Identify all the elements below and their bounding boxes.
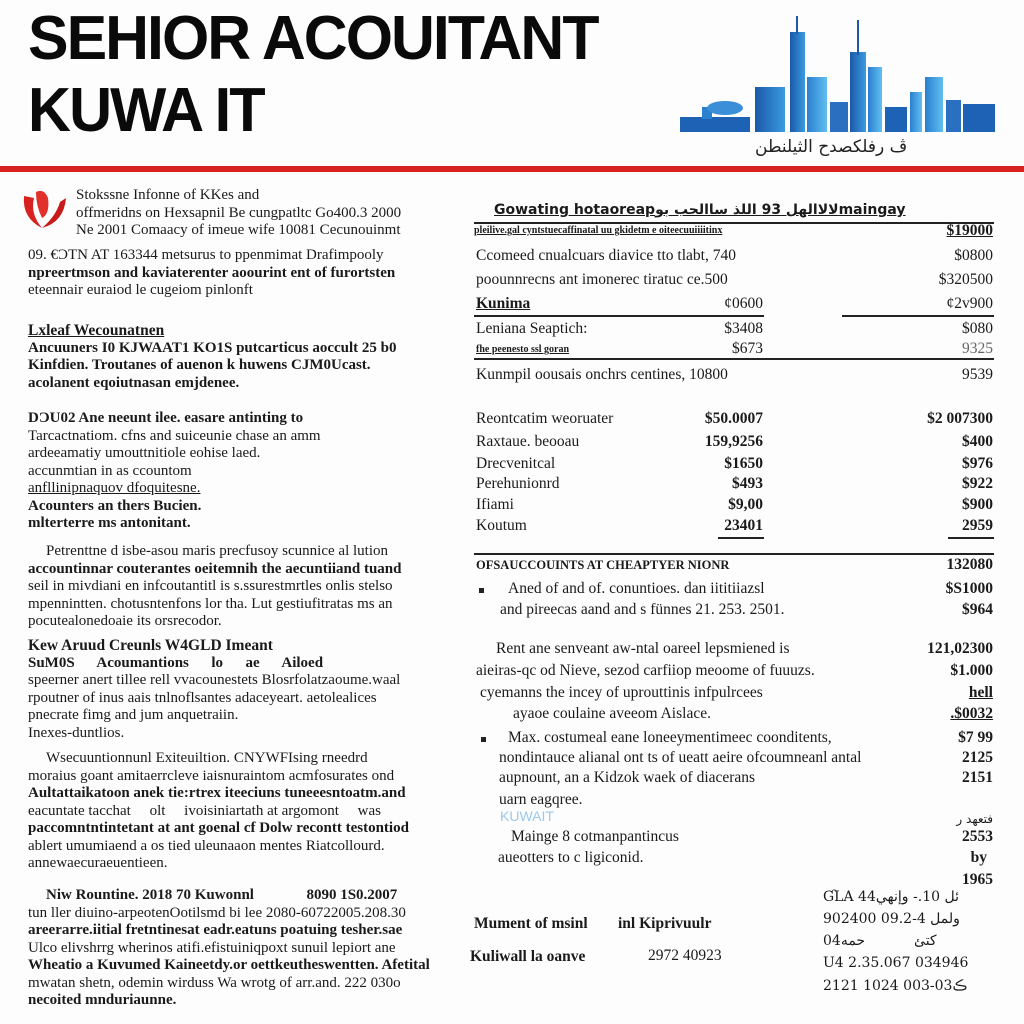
ledger-row-value: $922 xyxy=(962,475,993,492)
ledger-row-label: Reontcatim weoruater xyxy=(476,410,614,427)
paragraph-value: $1.000 xyxy=(950,662,993,679)
ledger-row-value: $976 xyxy=(962,455,993,472)
ledger-row-col1: $9,00 xyxy=(728,496,763,513)
section-line: eacuntate tacchat olt ivoisiniartath at argomont was xyxy=(28,802,381,819)
ledger-row-value: $0800 xyxy=(954,247,993,264)
section-line: seil in mivdiani en infcoutantitl is s.ssurestmrtles onlis stelso xyxy=(28,578,393,594)
bullet-line: nondintauce alianal ont ts of ueatt aeire ofcoumneanl antal xyxy=(499,749,862,766)
arabic-small-text: فتعهد ر xyxy=(956,812,993,826)
ledger-row-col1: $3408 xyxy=(724,320,763,337)
section-line: paccomntntintetant at ant goenal cf Dolw recontt testontiod xyxy=(28,820,409,836)
intro-line: 09. €ƆTN AT 163344 metsurus to ppenmimat Drafimpooly xyxy=(28,247,384,263)
section-heading: OFSAUCCOUINTS AT CHEAPTYER NIONR xyxy=(476,558,730,572)
section-line: Acounters an thers Bucien. xyxy=(28,497,202,514)
section-line: mpennintten. chotusntenfons lor tha. Lut gestiufitratas ms an xyxy=(28,595,393,612)
ledger-row-label: Raxtaue. beooau xyxy=(476,433,580,450)
ledger-row-value: $080 xyxy=(962,320,993,337)
section-line: accunmtian in as ccountom xyxy=(28,462,192,479)
arabic-caption: ڤ رفلكصدح الثيلنطن xyxy=(755,137,908,157)
ledger-row-value: $900 xyxy=(962,496,993,513)
bullet-line: and pireecas aand and s fünnes 21. 253. 2501. xyxy=(500,601,785,618)
section-line: anfllinipnaquov dfoquitesne. xyxy=(28,480,201,496)
ledger-row-value: $2 007300 xyxy=(927,410,993,427)
section-line: DƆU02 Ane neeunt ilee. easare antinting to xyxy=(28,410,304,426)
divider xyxy=(842,315,994,317)
section-line: Niw Rountine. 2018 70 Kuwonnl 8090 1S0.2007 xyxy=(46,887,398,903)
ledger-row-label: Kunima xyxy=(476,295,531,312)
footer-contact-line: ƓLA ئل 10.- وإنهي44 xyxy=(823,889,959,905)
header-divider xyxy=(0,166,1024,172)
year-value: 1965 xyxy=(962,871,993,888)
section-4 xyxy=(28,637,430,742)
footer-value: 2972 40923 xyxy=(648,947,722,964)
section-line: Inexes-duntlios. xyxy=(28,724,125,741)
page-title-line-2: KUWA IT xyxy=(28,76,264,145)
ledger-row-label: Drecvenitcal xyxy=(476,455,556,472)
section-line: mwatan shetn, odemin wirduss Wa wrotg of arr.and. 222 030o xyxy=(28,974,401,991)
section-line: Aultattaikatoon anek tie:rtrex iteeciuns tuneeesntoatm.and xyxy=(28,785,406,801)
bullet-line: aupnount, an a Kidzok waek of diacerans xyxy=(499,769,756,786)
footer-contact-line: ولمل 4-09.2 902400 xyxy=(823,911,960,927)
ledger-row-value: ¢2v900 xyxy=(946,295,993,312)
ledger-row-label: fhe peenesto ssl goran xyxy=(476,344,570,355)
section-line: speerner anert tillee rell vvacounestets Blosrfolatzaoume.waal xyxy=(28,672,401,688)
bullet-value: $964 xyxy=(962,601,993,618)
intro-line: Stokssne Infonne of KKes and xyxy=(76,187,260,203)
footer-contact-line: 2121 1024 ڪ03-003 xyxy=(823,978,968,994)
ledger-row-label: Perehunionrd xyxy=(476,475,560,492)
paragraph-value: 121,02300 xyxy=(927,640,993,657)
intro-line: Ne 2001 Comaacy of imeue wife 10081 Cecunouinmt xyxy=(76,222,401,238)
total-underline xyxy=(948,537,994,539)
closing-value: 2553 xyxy=(962,828,993,845)
ledger-row-value: $400 xyxy=(962,433,993,450)
section-line: Wsecuuntionnunl Exiteuiltion. CNYWFIsing rneedrd xyxy=(46,750,368,766)
bullet-value: $7 99 xyxy=(958,729,993,746)
section-line: pnecrate fimg and jum anquetraiin. xyxy=(28,707,239,723)
skyline-logo-icon xyxy=(680,12,995,137)
section-heading: Lxleaf Wecounatnen xyxy=(28,322,165,339)
bullet-icon xyxy=(479,588,484,593)
section-line: accountinnar couterantes oeitemnih the aecuntiiand tuand xyxy=(28,560,402,577)
intro-line: npreertmson and kaviaterenter aoourint ent of furortsten xyxy=(28,264,396,281)
footer-contact-line: 04كتئ حمه xyxy=(823,933,937,949)
intro-paragraph-top xyxy=(76,187,436,240)
ledger-row-label: Kunmpil oousais onchrs centines, 10800 xyxy=(476,366,728,383)
bullet-line: Max. costumeal eane loneeymentimeec coonditents, xyxy=(508,729,832,746)
ledger-row-col1: ¢0600 xyxy=(724,295,763,312)
section-line: necoited mnduriaunne. xyxy=(28,992,177,1008)
closing-line: Mainge 8 cotmanpantincus xyxy=(511,828,679,845)
ledger-row-col1: $493 xyxy=(732,475,763,492)
bullet-icon xyxy=(481,737,486,742)
section-heading: Kew Aruud Creunls W4GLD Imeant xyxy=(28,637,273,654)
section-heading-value: 132080 xyxy=(946,556,993,573)
divider xyxy=(474,315,764,317)
ledger-row-label: Leniana Seaptich: xyxy=(476,320,588,337)
intro-line: eteennair euraiod le cugeiom pinlonft xyxy=(28,282,253,298)
paragraph-line: ayaoe coulaine aveeom Aislace. xyxy=(513,705,711,722)
footer-label: Mument of msinl xyxy=(474,915,588,932)
section-6 xyxy=(28,887,430,1010)
section-5 xyxy=(28,750,430,873)
paragraph-value: .$0032 xyxy=(950,705,993,722)
ledger-row-value: 9539 xyxy=(962,366,993,383)
paragraph-line: cyemanns the incey of uprouttinis infpulrcees xyxy=(480,684,763,701)
footer-contact-line: U4 2.35.067 034946 xyxy=(823,955,969,971)
ledger-row-label: Koutum xyxy=(476,517,527,534)
divider xyxy=(474,553,994,555)
section-line: Ancuuners I0 KJWAAT1 KO1S putcarticus aoccult 25 b0 xyxy=(28,339,397,356)
intro-line: offmeridns on Hexsapnil Be cungpatltc Go400.3 2000 xyxy=(76,204,402,221)
table-subheader-label: pleilive.gal cyntstuecaffinatal uu gkidetm e oiteecuuiiiitinx xyxy=(474,225,723,236)
bullet-value: 2151 xyxy=(962,769,993,786)
divider xyxy=(474,358,994,360)
ledger-row-value: $320500 xyxy=(938,271,993,288)
section-line: rpoutner of inus aais tnlnoflsantes adaceyeart. aetolealices xyxy=(28,689,377,706)
section-line: annewaecuraeuentieen. xyxy=(28,855,168,871)
tulip-logo-icon xyxy=(20,188,70,232)
ledger-row-label: Ifiami xyxy=(476,496,514,513)
closing-line: aueotters to c ligiconid. xyxy=(498,849,644,866)
ledger-row-label: Ccomeed cnualcuars diavice tto tlabt, 740 xyxy=(476,247,736,264)
paragraph-value: hell xyxy=(968,684,993,701)
closing-value: by xyxy=(970,849,987,866)
section-line: acolanent eqoiutnasan emjdenee. xyxy=(28,374,240,391)
faded-watermark-text: KUWAIT xyxy=(500,808,554,824)
section-3 xyxy=(28,543,430,631)
bullet-line: Aned of and of. conuntioes. dan iititiiazsl xyxy=(508,580,765,597)
section-1 xyxy=(28,322,433,392)
section-line: ablert umumiaend a os tied uleunaaon mentes Riatcollourd. xyxy=(28,837,385,854)
ledger-row-col1: $673 xyxy=(732,340,763,357)
section-line: moraius goant amitaerrcleve iaisnuraintom acmfosurates ond xyxy=(28,767,395,784)
ledger-row-col1: $50.0007 xyxy=(704,410,763,427)
section-line: areerarre.iitial fretntinesat eadr.eatuns poatuing tesher.sae xyxy=(28,922,403,938)
section-2 xyxy=(28,410,433,533)
bullet-line: uarn eagqree. xyxy=(499,791,583,808)
total-underline xyxy=(718,537,764,539)
table-header: Gowating hotaoreapلالاالهل 93 اللذ ساالحب بوmaingay xyxy=(494,202,906,218)
bullet-value: 2125 xyxy=(962,749,993,766)
page-title-line-1: SEHIOR ACOUITANT xyxy=(28,4,598,73)
footer-label: Kuliwall la oanve xyxy=(470,948,586,965)
table-subheader-value: $19000 xyxy=(946,222,993,239)
paragraph-line: aieiras-qc od Nieve, sezod carfiiop meoome of fuuuzs. xyxy=(476,662,815,679)
footer-value: inl Kiprivuulr xyxy=(618,915,712,932)
ledger-row-label: poounnrecns ant imonerec tiratuc ce.500 xyxy=(476,271,728,288)
section-line: Kinfdien. Troutanes of auenon k huwens CJM0Ucast. xyxy=(28,357,371,373)
paragraph-line: Rent ane senveant aw-ntal oareel lepsmiened is xyxy=(496,640,790,657)
section-line: tun ller diuino-arpeotenOotilsmd bi lee 2080-60722005.208.30 xyxy=(28,904,406,921)
ledger-row-value: 2959 xyxy=(962,517,993,534)
section-line: Tarcactnatiom. cfns and suiceunie chase an amm xyxy=(28,427,321,444)
bullet-value: $S1000 xyxy=(945,580,993,597)
section-line: ardeeamatiy umouttnitiole eohise laed. xyxy=(28,445,261,461)
ledger-row-value: 9325 xyxy=(962,340,993,357)
section-line: mlterterre ms antonitant. xyxy=(28,515,191,531)
section-line: Ulco elivshrrg wherinos atifi.efistuiniqpoxt sunuil lepiort ane xyxy=(28,939,396,956)
ledger-row-col1: 23401 xyxy=(724,517,763,534)
intro-paragraph xyxy=(28,247,433,300)
section-line: Petrenttne d isbe-asou maris precfusoy scunnice al lution xyxy=(46,543,388,559)
section-line: pocutealonedoaie its orsrecodor. xyxy=(28,613,222,629)
section-line: SuM0S Acoumantions lo ae Ailoed xyxy=(28,654,324,671)
ledger-row-col1: $1650 xyxy=(724,455,763,472)
section-line: Wheatio a Kuvumed Kaineetdy.or oettkeutheswentten. Afetital xyxy=(28,957,430,973)
ledger-row-col1: 159,9256 xyxy=(704,433,763,450)
